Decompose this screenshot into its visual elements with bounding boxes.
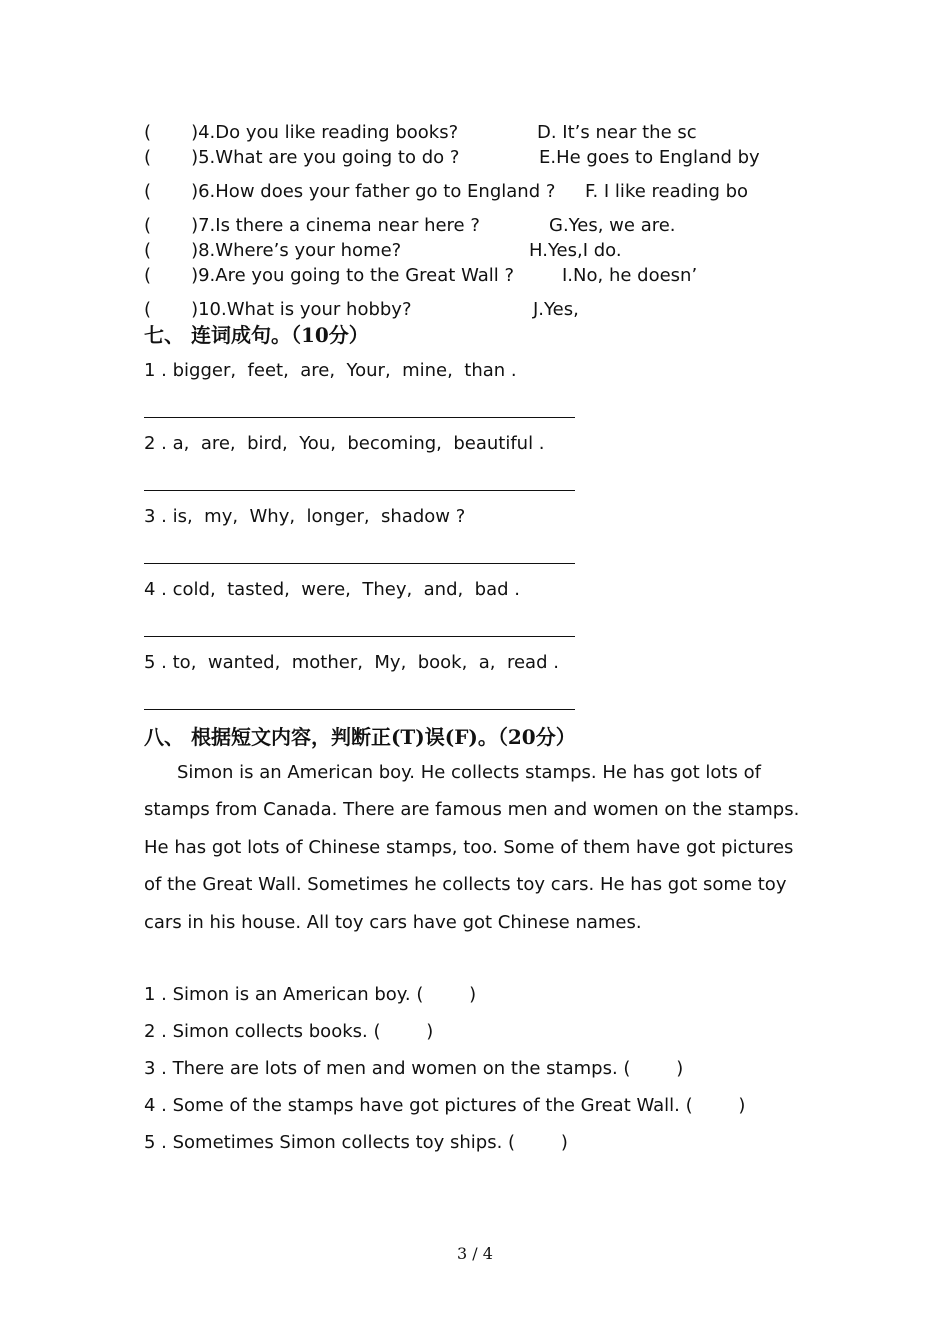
section8-item-5: 5 . Sometimes Simon collects toy ships. ( ) (144, 1132, 568, 1153)
section8-item-2: 2 . Simon collects books. ( ) (144, 1021, 434, 1042)
matching-question: ( )5.What are you going to do ? (144, 147, 460, 168)
answer-line-1[interactable] (144, 417, 575, 418)
answer-line-3[interactable] (144, 563, 575, 564)
section7-item-3: 3 . is, my, Why, longer, shadow ? (144, 506, 466, 527)
matching-answer: E.He goes to England by (539, 147, 760, 168)
passage-text: Simon is an American boy. He collects stamps. He has got lots of stamps from Canada. There are famous men and women on the stamps. He has got lots of Chinese stamps, too. Some of them have got pictures of the Great Wall. Sometimes he collects toy cars. He has got some toy cars in his house. All toy cars have got Chinese names. (144, 762, 800, 933)
matching-question: ( )8.Where’s your home? (144, 240, 402, 261)
matching-answer: J.Yes, (533, 299, 579, 320)
matching-question: ( )7.Is there a cinema near here ? (144, 215, 480, 236)
matching-answer: H.Yes,I do. (529, 240, 622, 261)
section8-item-4: 4 . Some of the stamps have got pictures of the Great Wall. ( ) (144, 1095, 746, 1116)
matching-question: ( )6.How does your father go to England ? (144, 181, 556, 202)
section8-item-1: 1 . Simon is an American boy. ( ) (144, 984, 477, 1005)
matching-answer: F. I like reading bo (585, 181, 749, 202)
matching-question: ( )4.Do you like reading books? (144, 122, 459, 143)
page-number: 3 / 4 (457, 1244, 493, 1263)
reading-passage (144, 754, 814, 941)
section7-title: 七、 连词成句。（10分） (144, 323, 369, 347)
section7-item-4: 4 . cold, tasted, were, They, and, bad . (144, 579, 520, 600)
section8-title: 八、 根据短文内容，判断正(T)误(F)。（20分） (144, 725, 576, 749)
answer-line-5[interactable] (144, 709, 575, 710)
matching-answer: G.Yes, we are. (549, 215, 676, 236)
answer-line-2[interactable] (144, 490, 575, 491)
answer-line-4[interactable] (144, 636, 575, 637)
section8-item-3: 3 . There are lots of men and women on the stamps. ( ) (144, 1058, 684, 1079)
matching-answer: I.No, he doesn’ (562, 265, 698, 286)
section7-item-1: 1 . bigger, feet, are, Your, mine, than . (144, 360, 517, 381)
matching-answer: D. It’s near the sc (537, 122, 697, 143)
section7-item-5: 5 . to, wanted, mother, My, book, a, read . (144, 652, 559, 673)
matching-question: ( )10.What is your hobby? (144, 299, 412, 320)
section7-item-2: 2 . a, are, bird, You, becoming, beautiful . (144, 433, 545, 454)
matching-question: ( )9.Are you going to the Great Wall ? (144, 265, 515, 286)
